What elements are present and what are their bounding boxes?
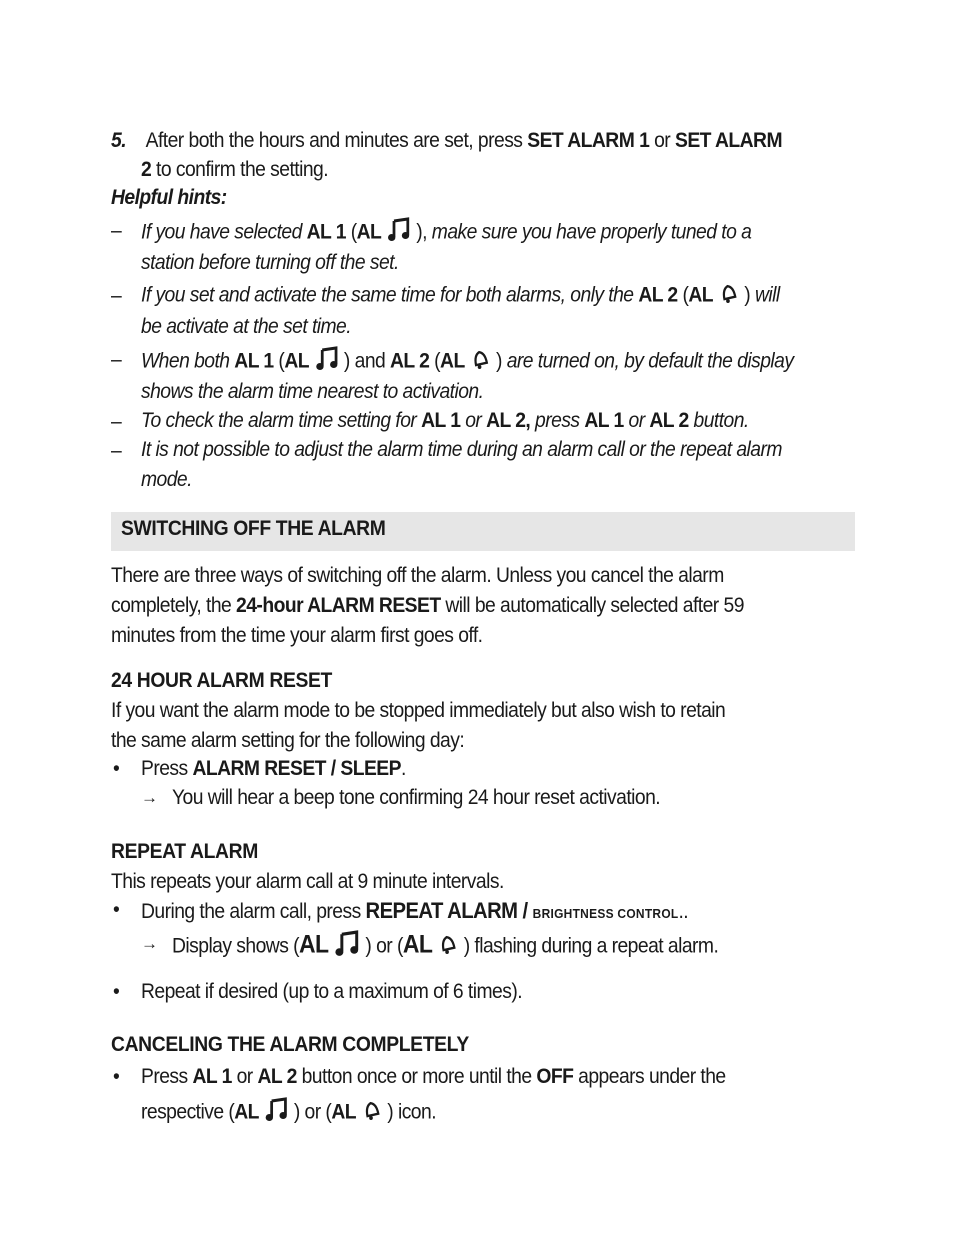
- button-label: AL 1: [192, 1065, 232, 1088]
- repeat-line-1: This repeats your alarm call at 9 minute intervals.: [111, 870, 504, 893]
- hint-dash: –: [111, 410, 122, 433]
- display-label: AL: [331, 1100, 356, 1124]
- display-label: AL: [234, 1100, 259, 1124]
- display-label: AL: [299, 930, 329, 959]
- intro-line-2: [111, 594, 744, 618]
- hint-5-line-1: It is not possible to adjust the alarm time during an alarm call or the repeat alarm: [141, 438, 782, 461]
- music-note-icon: [387, 217, 411, 249]
- text: If you set and activate the same time for both alarms, only the: [141, 283, 639, 307]
- hint-3-line-2: shows the alarm time nearest to activation.: [141, 380, 484, 403]
- text: If you have selected: [141, 220, 307, 244]
- hint-4-line-1: [141, 409, 749, 433]
- arrow-icon: →: [141, 788, 158, 807]
- text: ),: [416, 220, 432, 244]
- text: (: [345, 220, 357, 244]
- bullet: •: [113, 898, 120, 921]
- text: (: [273, 349, 285, 373]
- intro-line-3: minutes from the time your alarm first goes off.: [111, 624, 483, 647]
- hint-5-line-2: mode.: [141, 468, 192, 491]
- bullet: •: [113, 1065, 120, 1088]
- text: To check the alarm time setting for: [141, 409, 422, 432]
- step-5-line-1: [111, 129, 782, 153]
- text: or: [231, 1065, 258, 1088]
- text: ): [495, 349, 507, 373]
- text: will: [754, 283, 780, 307]
- feature-name: 24-hour ALARM RESET: [236, 594, 441, 617]
- text: completely, the: [111, 594, 237, 617]
- text: to confirm the setting.: [151, 158, 329, 181]
- helpful-hints-title: Helpful hints:: [111, 186, 227, 209]
- text: (: [429, 349, 441, 373]
- button-label: AL 2: [257, 1065, 297, 1088]
- text: ) and: [343, 349, 391, 373]
- intro-line-1: There are three ways of switching off the alarm. Unless you cancel the alarm: [111, 564, 724, 587]
- display-label: OFF: [536, 1065, 574, 1088]
- text: AL: [688, 283, 713, 307]
- button-label: AL 1: [306, 220, 346, 244]
- text: ) or (: [365, 934, 403, 958]
- bell-icon: [719, 282, 739, 310]
- bullet: •: [113, 980, 120, 1003]
- repeat-bullet-1: [141, 898, 688, 924]
- text: ) icon.: [387, 1100, 437, 1124]
- text: During the alarm call, press: [141, 900, 366, 923]
- button-label-small: BRIGHTNESS CONTROL: [532, 906, 679, 921]
- text: ): [744, 283, 755, 307]
- music-note-icon: [334, 930, 360, 964]
- music-note-icon: [314, 346, 338, 378]
- text: are turned on, by default the display: [506, 349, 794, 373]
- hint-dash: –: [111, 348, 122, 371]
- hint-1-line-2: station before turning off the set.: [141, 251, 399, 274]
- step-5-line-2: [141, 158, 328, 182]
- arrow-icon: →: [141, 934, 158, 953]
- text: press: [530, 409, 585, 432]
- text: Press: [141, 757, 193, 780]
- hint-3-line-1: [141, 346, 793, 378]
- text: When both: [141, 349, 235, 373]
- button-label: AL 1: [421, 409, 461, 432]
- repeat-title: REPEAT ALARM: [111, 840, 258, 863]
- text: make sure you have properly tuned to a: [431, 220, 752, 244]
- hint-dash: –: [111, 439, 122, 462]
- text: ..: [678, 900, 689, 923]
- repeat-bullet-2: Repeat if desired (up to a maximum of 6 times).: [141, 980, 523, 1003]
- text: ) flashing during a repeat alarm.: [463, 934, 719, 958]
- reset24-result: You will hear a beep tone confirming 24 hour reset activation.: [172, 786, 661, 809]
- reset24-bullet-1: [141, 757, 406, 781]
- button-label: AL 2: [638, 283, 678, 307]
- text: button.: [688, 409, 749, 432]
- text: AL: [440, 349, 465, 373]
- button-label: AL 2: [390, 349, 430, 373]
- text: ) or (: [293, 1100, 332, 1124]
- button-label: SET ALARM: [674, 129, 783, 152]
- text: will be automatically selected after 59: [440, 594, 744, 617]
- text: AL: [284, 349, 309, 373]
- bell-icon: [438, 933, 458, 961]
- repeat-result: [172, 930, 718, 964]
- reset24-title: 24 HOUR ALARM RESET: [111, 669, 332, 692]
- section-title: SWITCHING OFF THE ALARM: [121, 517, 386, 540]
- button-label: AL 2: [649, 409, 689, 432]
- text: or: [649, 129, 675, 152]
- text: Display shows (: [172, 934, 300, 958]
- hint-dash: –: [111, 284, 122, 307]
- cancel-bullet-1: [141, 1065, 726, 1089]
- bullet: •: [113, 757, 120, 780]
- button-label: REPEAT ALARM /: [365, 898, 533, 923]
- step-number: 5.: [111, 129, 127, 152]
- bell-icon: [361, 1099, 381, 1127]
- text: AL: [356, 220, 382, 244]
- button-label: SET ALARM 1: [527, 129, 650, 152]
- button-label: ALARM RESET / SLEEP: [192, 757, 401, 780]
- text: button once or more until the: [296, 1065, 537, 1088]
- cancel-line-2: [141, 1097, 436, 1129]
- text: appears under the: [573, 1065, 726, 1088]
- hint-2-line-1: [141, 282, 780, 310]
- button-label: AL 1: [584, 409, 624, 432]
- text: After both the hours and minutes are set, press: [145, 129, 528, 152]
- text: Press: [141, 1065, 193, 1088]
- hint-1-line-1: [141, 217, 751, 249]
- music-note-icon: [264, 1097, 288, 1129]
- hint-2-line-2: be activate at the set time.: [141, 315, 352, 338]
- text: respective (: [141, 1100, 235, 1124]
- button-label: AL 1: [234, 349, 274, 373]
- text: or: [460, 409, 487, 432]
- button-label: AL 2,: [486, 409, 531, 432]
- cancel-title: CANCELING THE ALARM COMPLETELY: [111, 1033, 469, 1056]
- button-label: 2: [141, 158, 152, 181]
- hint-dash: –: [111, 219, 122, 242]
- text: or: [623, 409, 650, 432]
- bell-icon: [470, 348, 490, 376]
- text: .: [400, 757, 406, 780]
- reset24-line-2: the same alarm setting for the following day:: [111, 729, 465, 752]
- text: (: [677, 283, 689, 307]
- reset24-line-1: If you want the alarm mode to be stopped immediately but also wish to retain: [111, 699, 726, 722]
- display-label: AL: [402, 930, 433, 959]
